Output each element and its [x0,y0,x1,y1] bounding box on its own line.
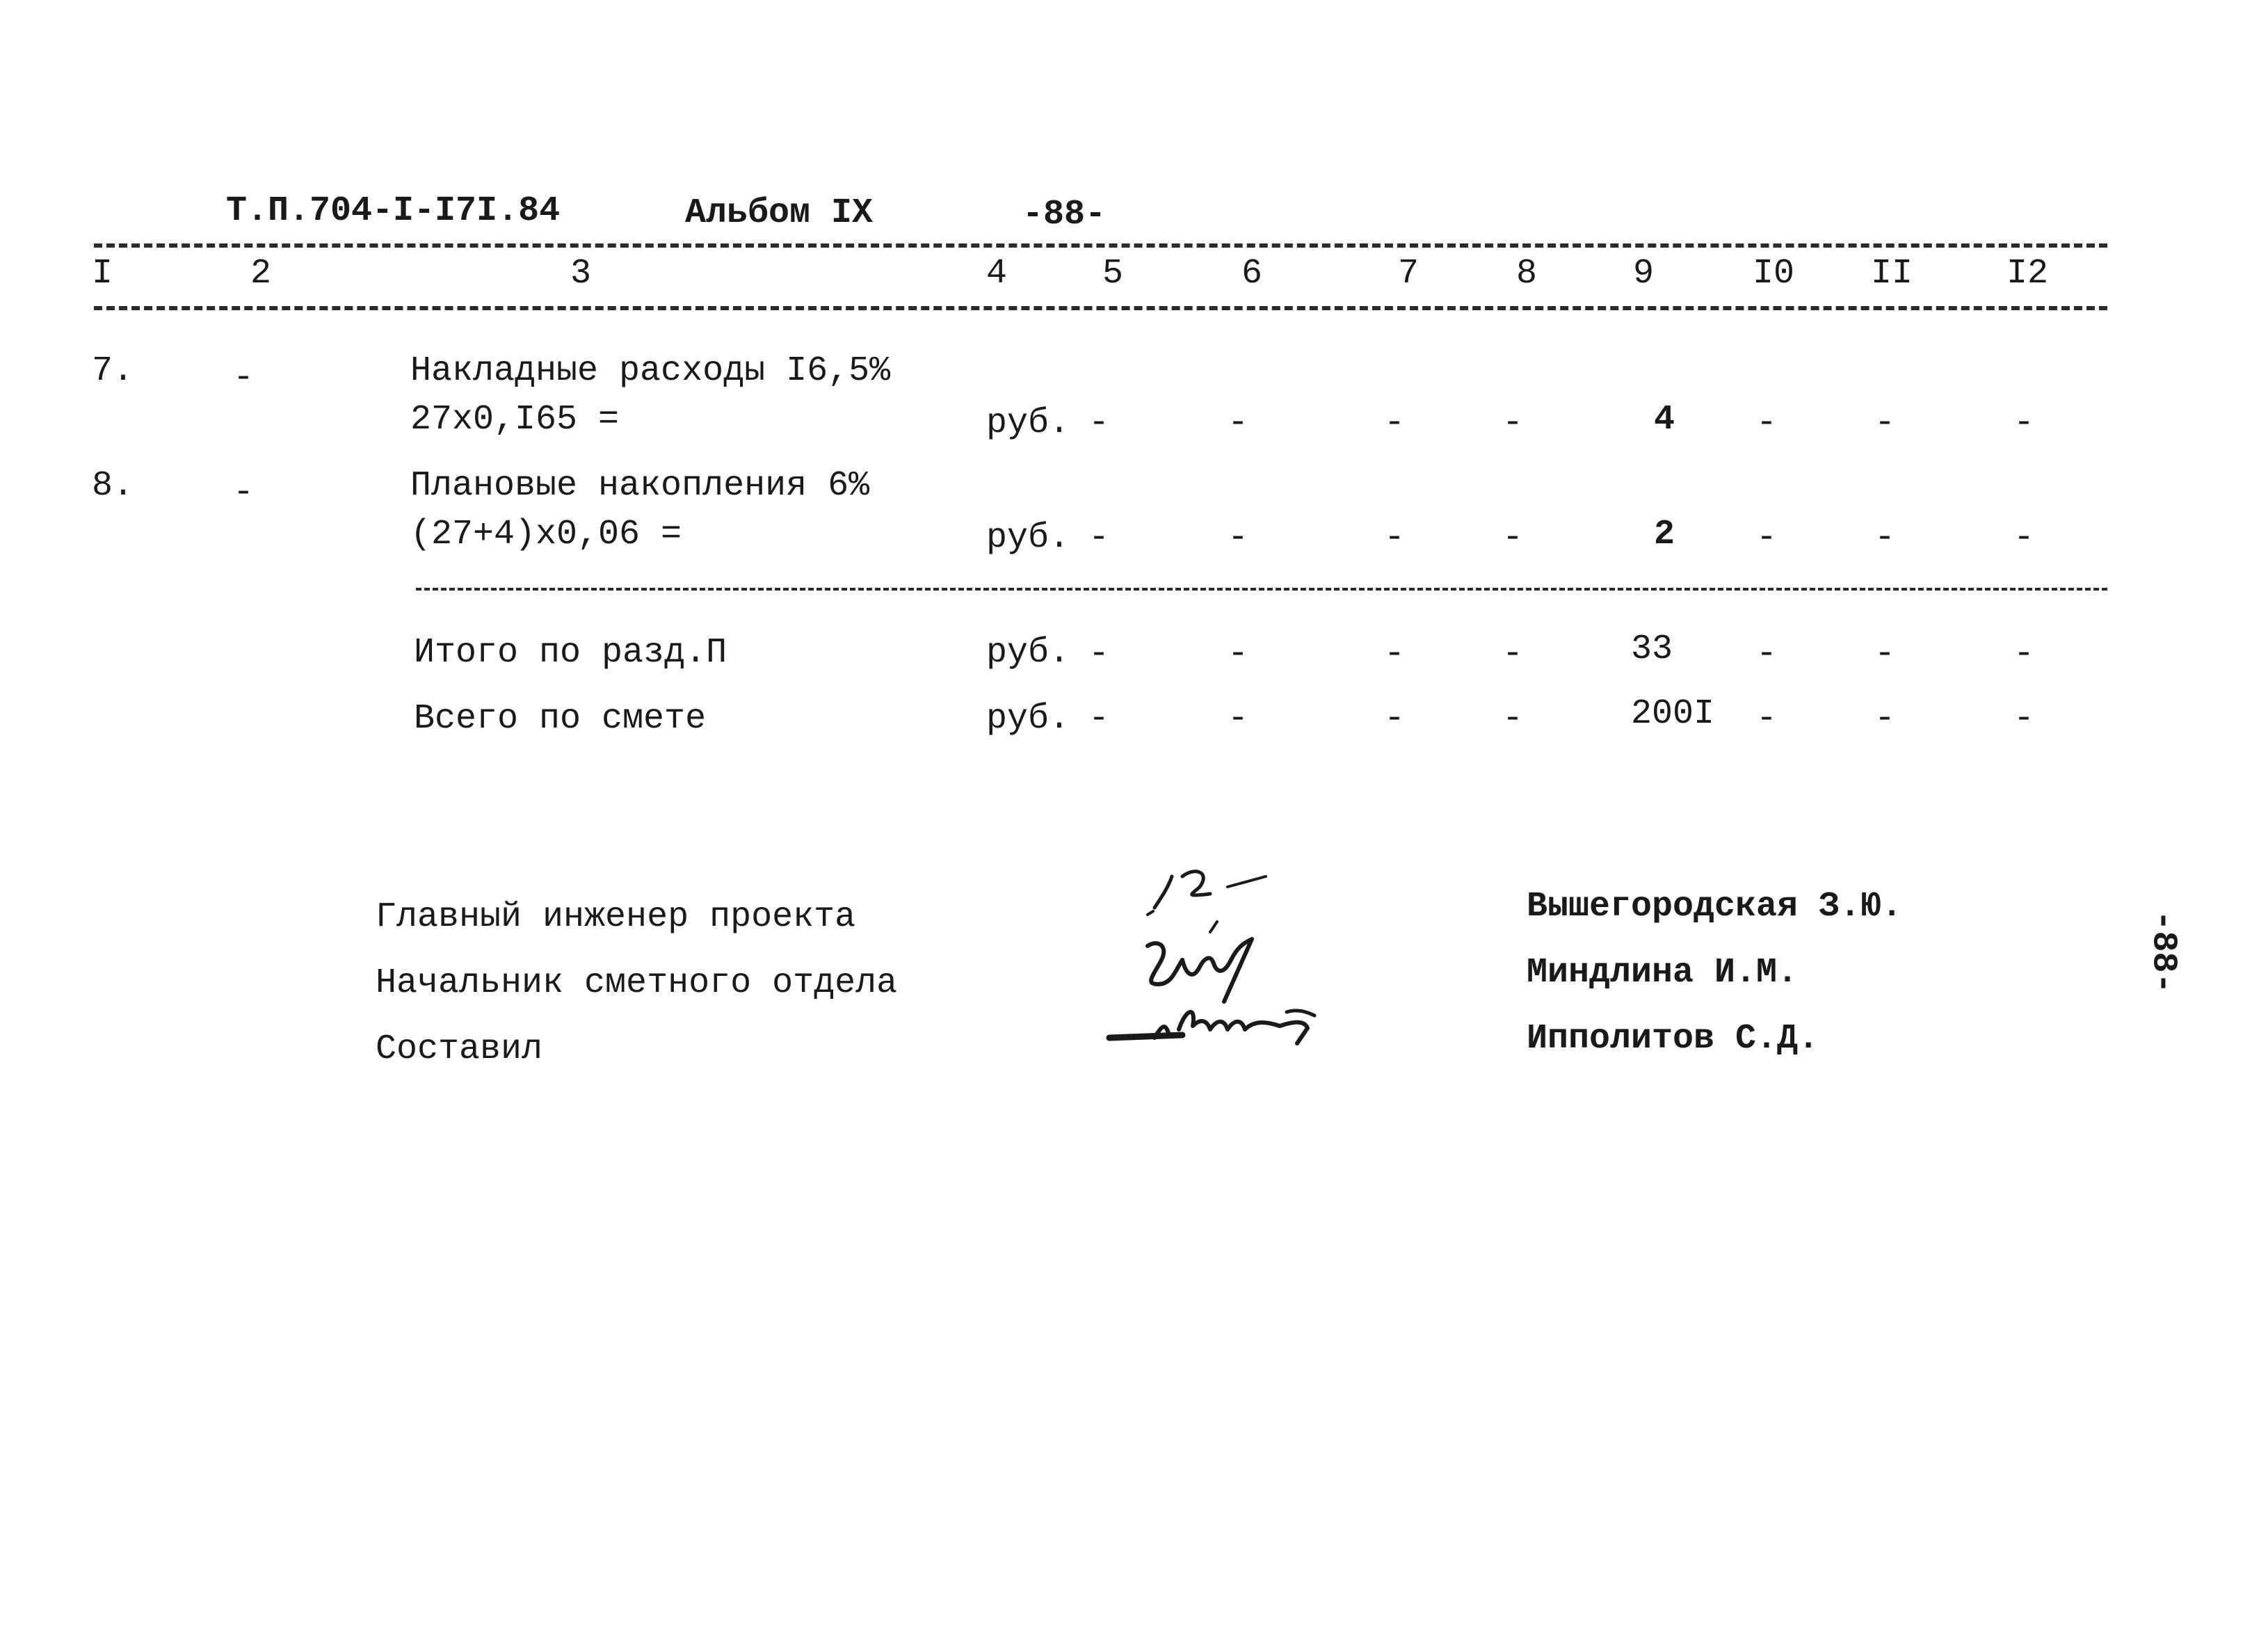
total-col8: - [1502,634,1524,674]
signer-role: Начальник сметного отдела [376,963,898,1003]
row-number: 7. [92,351,134,391]
column-header: II [1871,254,1913,294]
column-header: 4 [986,254,1008,294]
signer-name: Миндлина И.М. [1527,953,1799,993]
document-code: Т.П.704-I-I7I.84 [226,191,561,231]
total-unit: руб. [986,699,1070,739]
row-col8: - [1502,518,1524,558]
total-col12: - [2013,699,2035,739]
column-header: 2 [250,254,272,294]
table-header-rule [94,306,2107,310]
handwritten-signatures [1106,856,1384,1064]
page-number: -88- [1022,195,1107,234]
row-col7: - [1384,518,1406,558]
column-header: 5 [1102,254,1124,294]
row-col9: 2 [1654,515,1675,554]
row-col11: - [1874,518,1896,558]
table-top-rule [94,243,2107,248]
row-col2: - [233,358,255,398]
row-col8: - [1502,403,1524,443]
row-col5: - [1088,518,1110,558]
row-col11: - [1874,403,1896,443]
total-col5: - [1088,699,1110,739]
row-col7: - [1384,403,1406,443]
total-col7: - [1384,634,1406,674]
row-col10: - [1756,403,1778,443]
subtotal-rule [416,588,2107,591]
column-header: I [92,254,113,294]
column-header: 3 [570,254,592,294]
total-col6: - [1228,634,1249,674]
row-description: Плановые накопления 6% [410,466,870,506]
total-col5: - [1088,634,1110,674]
signer-name: Ипполитов С.Д. [1527,1019,1819,1059]
column-header: 6 [1241,254,1263,294]
row-unit: руб. [986,518,1070,558]
total-col10: - [1756,699,1778,739]
column-header: 9 [1633,254,1655,294]
row-col5: - [1088,403,1110,443]
total-col9: 33 [1631,629,1673,669]
column-header: 7 [1398,254,1419,294]
column-header: I2 [2006,254,2049,294]
signer-role: Составил [376,1029,543,1069]
total-col12: - [2013,634,2035,674]
column-header: 8 [1516,254,1538,294]
total-col9: 200I [1631,694,1715,734]
signer-role: Главный инженер проекта [376,897,856,937]
row-number: 8. [92,466,134,506]
row-col2: - [233,473,255,513]
total-col11: - [1874,634,1896,674]
side-page-text: -88- [2143,910,2183,994]
total-col8: - [1502,699,1524,739]
row-col6: - [1228,518,1249,558]
row-formula: (27+4)x0,06 = [410,515,682,554]
total-col11: - [1874,699,1896,739]
row-unit: руб. [986,403,1070,443]
side-page-number [2114,904,2212,1002]
row-col12: - [2013,518,2035,558]
row-col6: - [1228,403,1249,443]
row-col12: - [2013,403,2035,443]
total-col7: - [1384,699,1406,739]
total-col6: - [1228,699,1249,739]
row-formula: 27x0,I65 = [410,400,620,440]
row-col9: 4 [1654,400,1675,440]
row-col10: - [1756,518,1778,558]
album-label: Альбом IX [685,193,874,233]
column-header: I0 [1753,254,1795,294]
signer-name: Вышегородская З.Ю. [1527,887,1903,927]
total-unit: руб. [986,633,1070,673]
total-col10: - [1756,634,1778,674]
row-description: Накладные расходы I6,5% [410,351,891,391]
total-label: Всего по смете [414,699,707,739]
total-label: Итого по разд.П [414,633,727,673]
